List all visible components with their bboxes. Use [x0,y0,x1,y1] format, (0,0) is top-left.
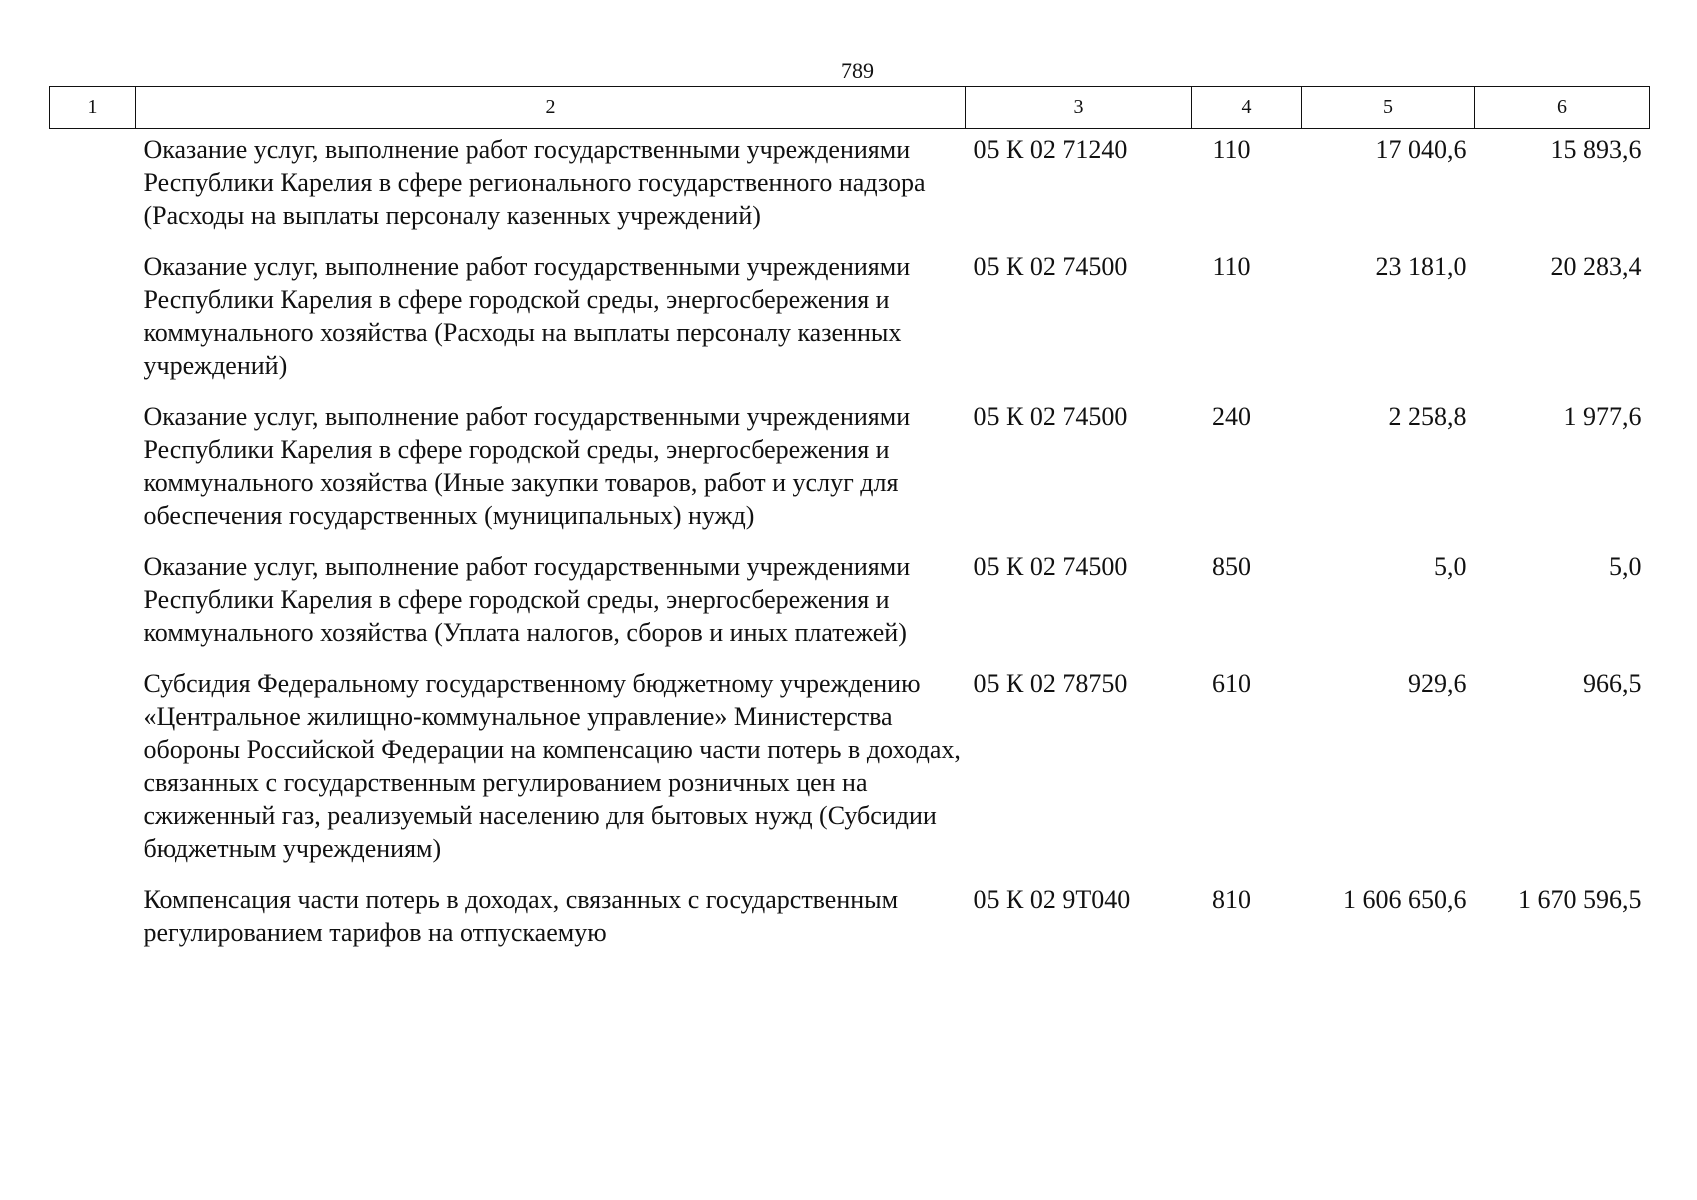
table-header [50,87,1650,129]
row-sum-col6: 5,0 [1609,552,1642,581]
column-header-6: 6 [1475,87,1650,129]
row-sum-col6: 15 893,6 [1550,135,1642,164]
header-row [50,87,1650,129]
column-header-3: 3 [966,87,1192,129]
row-target-code: 05 К 02 74500 [973,402,1128,431]
table-row [50,396,1650,546]
row-sum-col5: 23 181,0 [1375,252,1467,281]
row-target-code: 05 К 02 78750 [973,669,1128,698]
row-spacer-cell [50,396,136,546]
row-description: Компенсация части потерь в доходах, связанных с государственным регулированием тарифов на отпускаемую [143,885,899,947]
row-expense-type: 110 [1212,135,1251,164]
row-target-code: 05 К 02 71240 [973,135,1128,164]
row-sum-col6: 1 670 596,5 [1518,885,1642,914]
row-spacer-cell [50,663,136,879]
column-header-5: 5 [1302,87,1475,129]
row-description: Субсидия Федеральному государственному бюджетному учреждению «Центральное жилищно-коммунальное управление» Министерства обороны Российской Федерации на компенсацию части потерь в доходах, связанных с государственным регулированием розничных цен на сжиженный газ, реализуемый населению для бытовых нужд (Субсидии бюджетным учреждениям) [143,669,961,863]
table-row [50,879,1650,963]
table-row [50,129,1650,247]
row-description: Оказание услуг, выполнение работ государственными учреждениями Республики Карелия в сфере городской среды, энергосбережения и коммунального хозяйства (Расходы на выплаты персоналу казенных учреждений) [143,252,911,380]
row-sum-col5: 1 606 650,6 [1343,885,1467,914]
row-description: Оказание услуг, выполнение работ государственными учреждениями Республики Карелия в сфере городской среды, энергосбережения и коммунального хозяйства (Иные закупки товаров, работ и услуг для обеспечения государственных (муниципальных) нужд) [143,402,911,530]
row-spacer-cell [50,129,136,247]
row-description: Оказание услуг, выполнение работ государственными учреждениями Республики Карелия в сфере регионального государственного надзора (Расходы на выплаты персоналу казенных учреждений) [143,135,926,230]
table-row [50,546,1650,663]
row-expense-type: 850 [1212,552,1251,581]
table-row [50,246,1650,396]
column-header-1: 1 [50,87,136,129]
table-body [50,129,1650,964]
page-number: 789 [841,58,874,83]
row-sum-col6: 20 283,4 [1550,252,1642,281]
row-target-code: 05 К 02 9Т040 [973,885,1131,914]
row-expense-type: 610 [1212,669,1251,698]
budget-table [49,86,1650,963]
row-spacer-cell [50,546,136,663]
row-sum-col5: 2 258,8 [1388,402,1467,431]
row-sum-col6: 1 977,6 [1563,402,1642,431]
row-spacer-cell [50,879,136,963]
row-expense-type: 810 [1212,885,1251,914]
row-spacer-cell [50,246,136,396]
row-description: Оказание услуг, выполнение работ государственными учреждениями Республики Карелия в сфере городской среды, энергосбережения и коммунального хозяйства (Уплата налогов, сборов и иных платежей) [143,552,911,647]
row-target-code: 05 К 02 74500 [973,252,1128,281]
row-sum-col5: 929,6 [1408,669,1467,698]
table-row [50,663,1650,879]
row-expense-type: 110 [1212,252,1251,281]
row-expense-type: 240 [1212,402,1251,431]
column-header-2: 2 [136,87,966,129]
column-header-4: 4 [1192,87,1302,129]
row-sum-col6: 966,5 [1583,669,1642,698]
row-sum-col5: 5,0 [1434,552,1467,581]
row-sum-col5: 17 040,6 [1375,135,1467,164]
row-target-code: 05 К 02 74500 [973,552,1128,581]
